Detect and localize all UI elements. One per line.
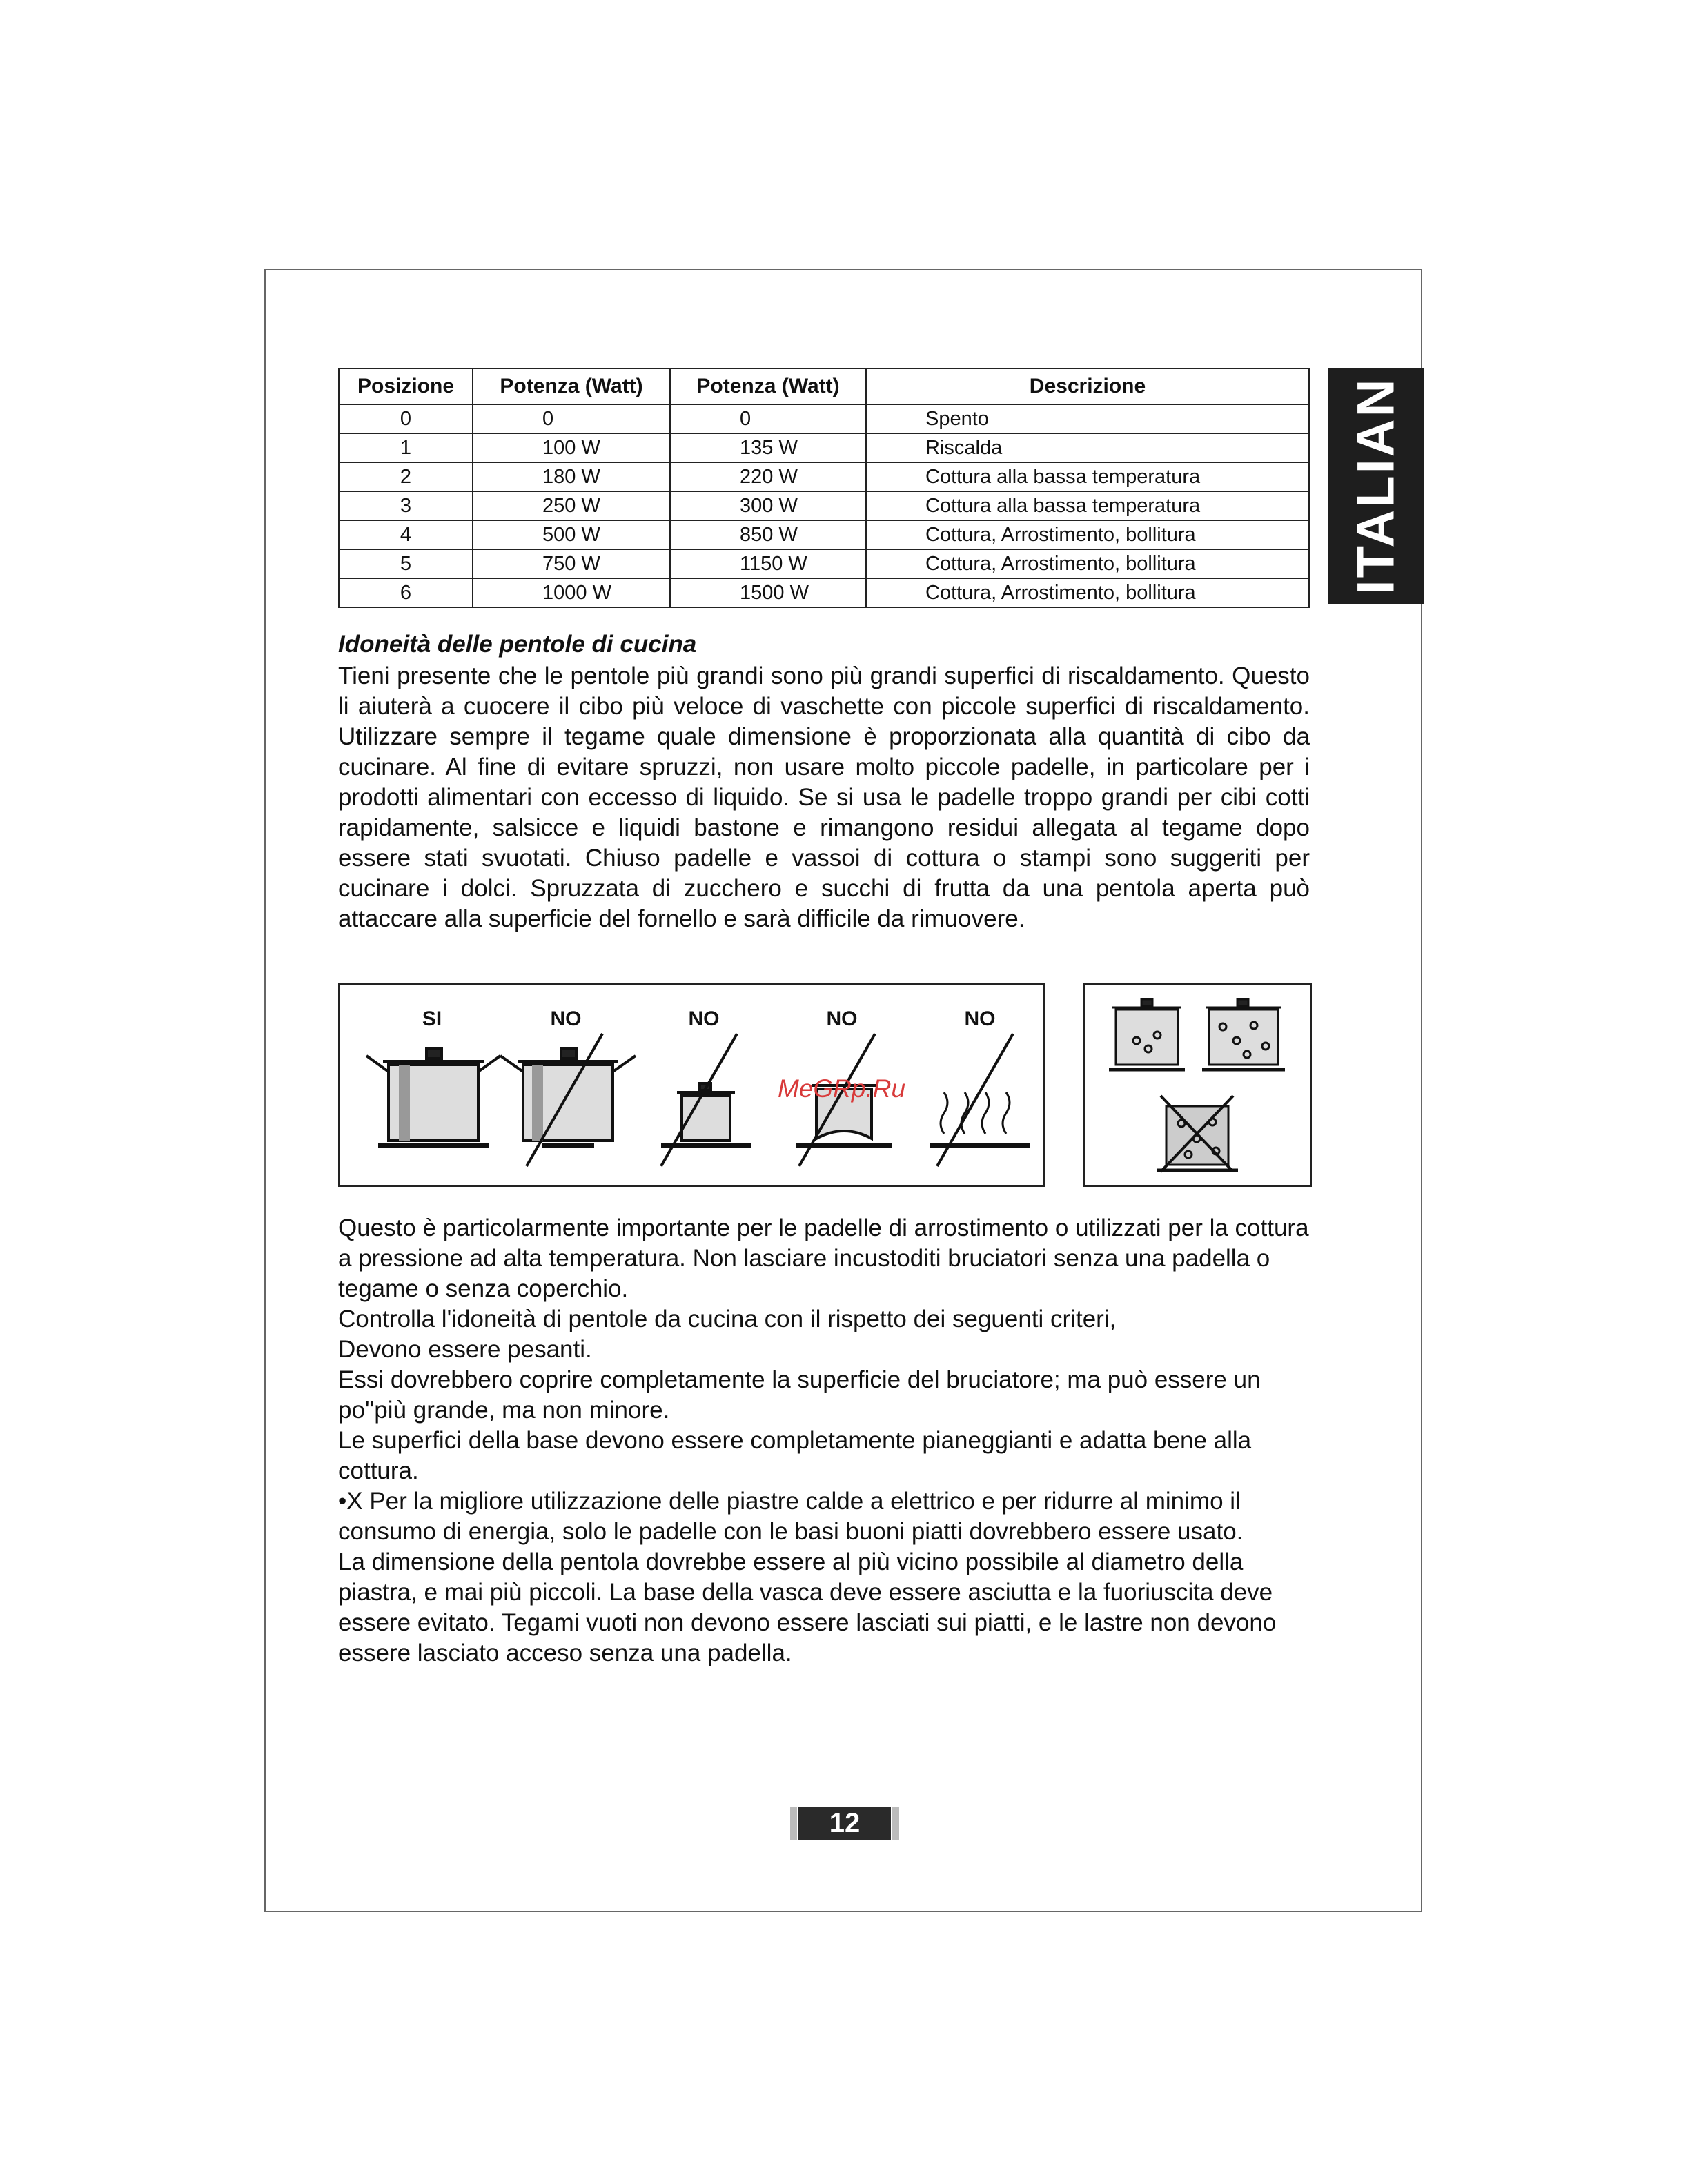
criteria-line: Devono essere pesanti. <box>338 1336 592 1363</box>
cell-position: 4 <box>339 520 473 549</box>
criteria-line: •X Per la migliore utilizzazione delle piastre calde a elettrico e per ridurre al minimo il consumo di energia, solo le padelle con le basi buoni piatti dovrebbero essere usato. <box>338 1488 1244 1545</box>
cell-description: Riscalda <box>866 433 1309 462</box>
header-description: Descrizione <box>866 368 1309 404</box>
cell-position: 2 <box>339 462 473 491</box>
cell-power-1: 1000 W <box>473 578 670 607</box>
pot-illustrations <box>340 985 1043 1185</box>
cell-power-1: 100 W <box>473 433 670 462</box>
header-position: Posizione <box>339 368 473 404</box>
language-tab <box>1328 368 1424 604</box>
label-si: SI <box>422 1007 442 1030</box>
criteria-line: La dimensione della pentola dovrebbe essere al più vicino possibile al diametro della piastra, e mai più piccoli. La base della vasca deve essere asciutta e la fuoriuscita deve essere evitato. Tegami vuoti non devono essere lasciati sui piatti, e le lastre non devono essere lasciato acceso senza una padella. <box>338 1548 1277 1666</box>
header-power-2: Potenza (Watt) <box>670 368 866 404</box>
cell-position: 3 <box>339 491 473 520</box>
cell-description: Cottura alla bassa temperatura <box>866 462 1309 491</box>
cell-description: Cottura, Arrostimento, bollitura <box>866 549 1309 578</box>
cell-position: 5 <box>339 549 473 578</box>
criteria-line: Questo è particolarmente importante per le padelle di arrostimento o utilizzati per la cottura a pressione ad alta temperatura. Non lasciare incustoditi bruciatori senza una padella o tegame o senza coperchio. <box>338 1214 1309 1302</box>
pot-undersized-icon <box>661 1034 751 1166</box>
cell-power-1: 250 W <box>473 491 670 520</box>
paragraph-cookware: Tieni presente che le pentole più grandi sono più grandi superfici di riscaldamento. Questo li aiuterà a cuocere il cibo più veloce di vaschette con piccole superfici di riscaldamento. Utilizzare sempre il tegame quale dimensione è proporzionata alla quantità di cibo da cucinare. Al fine di evitare spruzzi, non usare molto piccole padelle, in particolare per i prodotti alimentari con eccesso di liquido. Se si usa le padelle troppo grandi per cibi cotti rapidamente, salsicce e liquidi bastone e rimangono residui allegata al tegame dopo essere stati svuotati. Chiuso padelle e vassoi di cottura o stampi sono suggeriti per cucinare i dolci. Spruzzata di zucchero e succhi di frutta da una pentola aperta può attaccare alla superficie del fornello e sarà difficile da rimuovere. <box>338 662 1310 932</box>
pot-oversized-icon <box>500 1034 636 1166</box>
language-tab-label: ITALIAN <box>1346 377 1406 595</box>
cell-power-2: 135 W <box>670 433 866 462</box>
empty-burner-icon <box>930 1034 1030 1166</box>
cell-power-2: 1150 W <box>670 549 866 578</box>
pot-without-lid-icon <box>1157 1096 1238 1172</box>
lid-illustrations <box>1085 985 1310 1185</box>
table-row <box>339 491 1309 520</box>
cell-power-2: 300 W <box>670 491 866 520</box>
cell-power-2: 0 <box>670 404 866 433</box>
power-level-table <box>338 368 1310 608</box>
cell-power-2: 220 W <box>670 462 866 491</box>
criteria-line: Le superfici della base devono essere completamente pianeggianti e adatta bene alla cottura. <box>338 1427 1252 1484</box>
label-no-1: NO <box>550 1007 582 1030</box>
table-row <box>339 404 1309 433</box>
cell-description: Cottura, Arrostimento, bollitura <box>866 520 1309 549</box>
table-row <box>339 520 1309 549</box>
cell-power-1: 0 <box>473 404 670 433</box>
cell-power-1: 500 W <box>473 520 670 549</box>
label-no-3: NO <box>826 1007 858 1030</box>
table-row <box>339 578 1309 607</box>
pot-correct-icon <box>366 1049 500 1145</box>
cell-power-1: 180 W <box>473 462 670 491</box>
watermark: MeGRp.Ru <box>778 1074 906 1103</box>
section-title: Idoneità delle pentole di cucina <box>338 631 697 658</box>
table-row <box>339 433 1309 462</box>
table-header-row <box>339 368 1309 404</box>
table-row <box>339 462 1309 491</box>
cell-position: 6 <box>339 578 473 607</box>
criteria-line: Essi dovrebbero coprire completamente la superficie del bruciatore; ma può essere un po''più grande, ma non minore. <box>338 1366 1261 1424</box>
label-no-4: NO <box>964 1007 996 1030</box>
criteria-line: Controlla l'idoneità di pentole da cucina con il rispetto dei seguenti criteri, <box>338 1306 1117 1332</box>
cell-power-1: 750 W <box>473 549 670 578</box>
cell-description: Cottura, Arrostimento, bollitura <box>866 578 1309 607</box>
cell-description: Spento <box>866 404 1309 433</box>
cell-power-2: 850 W <box>670 520 866 549</box>
cell-position: 0 <box>339 404 473 433</box>
cell-power-2: 1500 W <box>670 578 866 607</box>
pot-suitability-figure <box>338 983 1045 1187</box>
table-row <box>339 549 1309 578</box>
paragraph-criteria <box>338 1213 1310 1669</box>
header-power-1: Potenza (Watt) <box>473 368 670 404</box>
pot-with-lid-icon <box>1109 999 1185 1070</box>
lid-figure <box>1083 983 1312 1187</box>
cell-position: 1 <box>339 433 473 462</box>
cell-description: Cottura alla bassa temperatura <box>866 491 1309 520</box>
label-no-2: NO <box>688 1007 720 1030</box>
boiling-pot-icon <box>1202 999 1285 1070</box>
page-number: 12 <box>798 1807 891 1840</box>
